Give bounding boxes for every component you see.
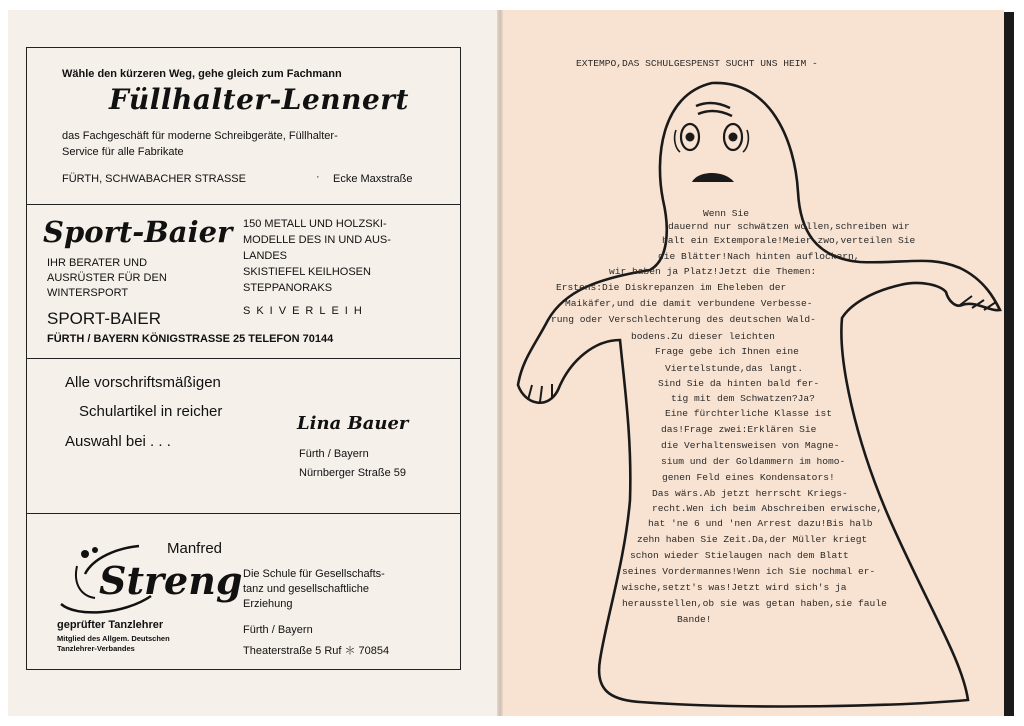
ad-text: STEPPANORAKS xyxy=(243,282,333,294)
ad-brand-name: SPORT-BAIER xyxy=(47,309,161,328)
story-line: Sind Sie da hinten bald fer- xyxy=(658,378,820,389)
ad-text: WINTERSPORT xyxy=(47,287,129,299)
ad-city: Fürth / Bayern xyxy=(299,448,369,460)
story-line: schon wieder Stielaugen nach dem Blatt xyxy=(630,550,849,561)
lina-bauer-logo: Lina Bauer xyxy=(297,413,409,434)
ad-text: AUSRÜSTER FÜR DEN xyxy=(47,272,167,284)
ad-description: Service für alle Fabrikate xyxy=(62,146,184,158)
ad-text: IHR BERATER UND xyxy=(47,257,148,269)
ad-address: FÜRTH / BAYERN KÖNIGSTRASSE 25 TELEFON 70144 xyxy=(47,333,334,345)
story-line: sium und der Goldammern im homo- xyxy=(661,456,846,467)
story-line: wische,setzt's was!Jetzt wird sich's ja xyxy=(622,582,847,593)
ad-role: geprüfter Tanzlehrer xyxy=(57,619,164,631)
bullet-dot: · xyxy=(316,171,320,183)
ad-text: SKISTIEFEL KEILHOSEN xyxy=(243,266,371,278)
ad-text: MODELLE DES IN UND AUS- xyxy=(243,234,391,246)
ad-address: Nürnberger Straße 59 xyxy=(299,467,406,479)
story-line: rung oder Verschlechterung des deutschen Wald- xyxy=(551,314,816,325)
ad-address: FÜRTH, SCHWABACHER STRASSE xyxy=(62,173,246,185)
ad-text: LANDES xyxy=(243,250,288,262)
ad-text: Alle vorschriftsmäßigen xyxy=(65,374,221,391)
story-line: zehn haben Sie Zeit.Da,der Müller kriegt xyxy=(637,534,868,545)
story-line: bodens.Zu dieser leichten xyxy=(631,331,775,342)
ski-rental: SKIVERLEIH xyxy=(243,305,368,317)
sport-baier-logo: Sport-Baier xyxy=(43,215,233,249)
ad-tagline: Wähle den kürzeren Weg, gehe gleich zum Fachmann xyxy=(62,68,342,80)
story-line: Viertelstunde,das langt. xyxy=(665,363,804,374)
story-line: genen Feld eines Kondensators! xyxy=(662,472,835,483)
story-line: tig mit dem Schwatzen?Ja? xyxy=(671,393,815,404)
ghost-brow xyxy=(696,103,730,108)
streng-logo: Streng xyxy=(99,558,243,603)
ad-text: Auswahl bei . . . xyxy=(65,433,171,450)
story-line: Maikäfer,und die damit verbundene Verbesse- xyxy=(565,298,813,309)
story-line: seines Vordermannes!Wenn ich Sie nochmal er- xyxy=(622,566,876,577)
ad-text: Die Schule für Gesellschafts- xyxy=(243,568,385,580)
story-line: Wenn Sie xyxy=(703,208,750,219)
ad-membership: Mitglied des Allgem. Deutschen xyxy=(57,634,170,643)
lennert-logo: Füllhalter-Lennert xyxy=(109,83,409,116)
ghost-mouth-icon xyxy=(692,173,734,182)
story-line: Bande! xyxy=(677,614,712,625)
story-line: hat 'ne 6 und 'nen Arrest dazu!Bis halb xyxy=(648,518,873,529)
ad-first-name: Manfred xyxy=(167,540,223,557)
ghost-brow xyxy=(698,111,732,116)
story-line: halt ein Extemporale!Meier zwo,verteilen Sie xyxy=(662,235,916,246)
story-line: herausstellen,ob sie was getan haben,sie faule xyxy=(622,598,887,609)
story-line: dauernd nur schwätzen wollen,schreiben wir xyxy=(668,221,910,232)
story-line: die Blätter!Nach hinten auflockern, xyxy=(658,251,860,262)
ad-address-corner: Ecke Maxstraße xyxy=(333,173,413,185)
ad-text: Erziehung xyxy=(243,598,293,610)
story-line: recht.Wen ich beim Abschreiben erwische, xyxy=(652,503,883,514)
story-title: EXTEMPO,DAS SCHULGESPENST SUCHT UNS HEIM - xyxy=(576,58,818,69)
ad-text: tanz und gesellschaftliche xyxy=(243,583,369,595)
ad-membership: Tanzlehrer-Verbandes xyxy=(57,644,135,653)
story-line: Das wärs.Ab jetzt herrscht Kriegs- xyxy=(652,488,848,499)
story-line: wir haben ja Platz!Jetzt die Themen: xyxy=(609,266,817,277)
story-line: die Verhaltensweisen von Magne- xyxy=(661,440,840,451)
story-line: das!Frage zwei:Erklären Sie xyxy=(661,424,817,435)
story-line: Frage gebe ich Ihnen eine xyxy=(655,346,799,357)
story-line: Erstens:Die Diskrepanzen im Eheleben der xyxy=(556,282,787,293)
ad-text: 150 METALL UND HOLZSKI- xyxy=(243,218,387,230)
ad-text: Schulartikel in reicher xyxy=(79,403,223,420)
ad-city: Fürth / Bayern xyxy=(243,624,313,636)
ad-description: das Fachgeschäft für moderne Schreibgeräte, Füllhalter- xyxy=(62,130,338,142)
story-line: Eine fürchterliche Klasse ist xyxy=(665,408,832,419)
ad-address: Theaterstraße 5 Ruf ＊ 70854 xyxy=(243,645,390,657)
